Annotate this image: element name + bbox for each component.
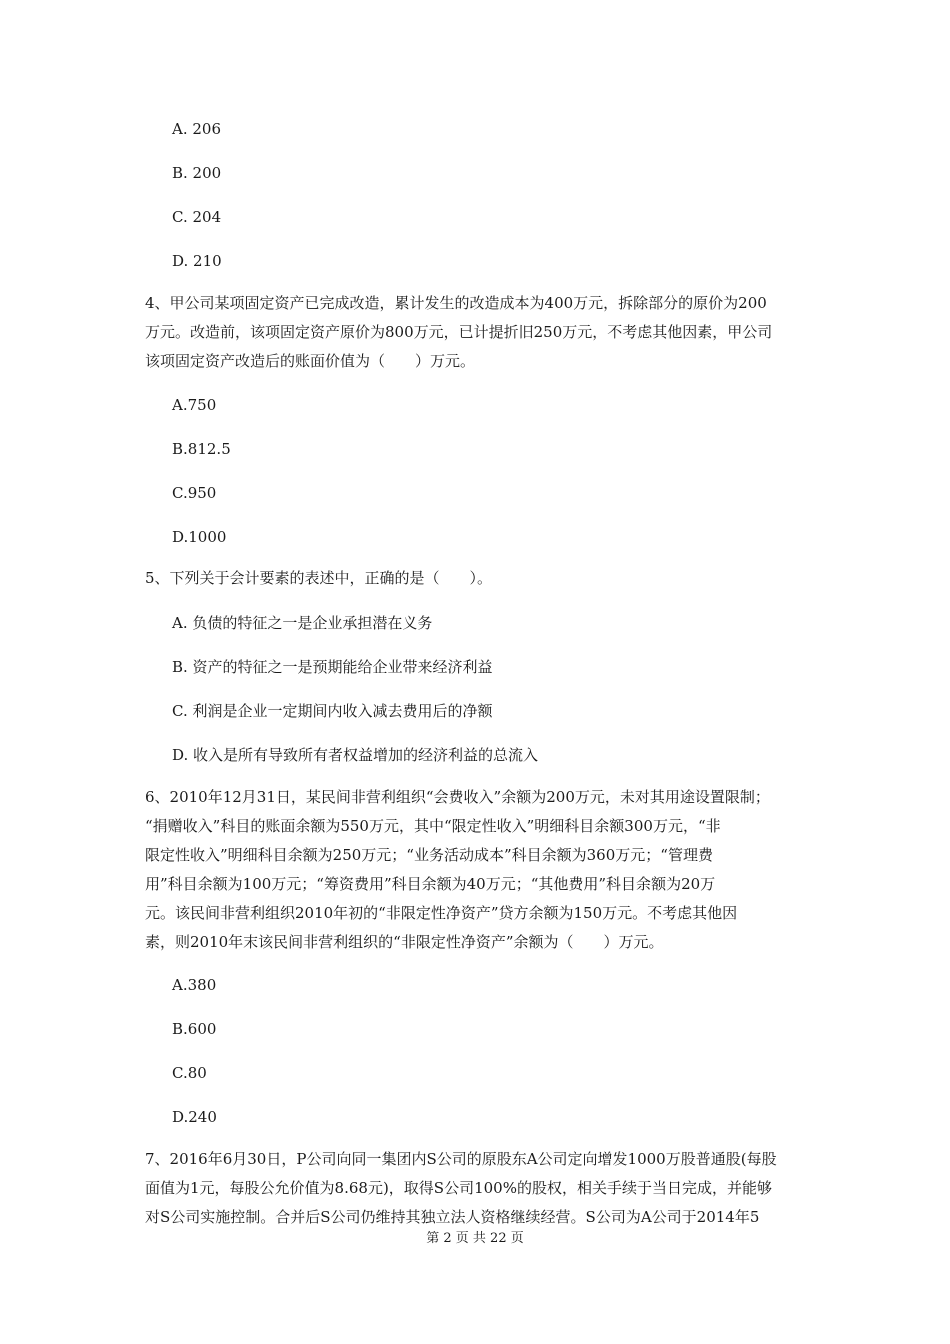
q7-line: 对S公司实施控制。合并后S公司仍维持其独立法人资格继续经营。S公司为A公司于2014年5 <box>145 1208 760 1226</box>
q3-option-c: C. 204 <box>172 208 222 226</box>
q5-option-d: D. 收入是所有导致所有者权益增加的经济利益的总流入 <box>172 746 539 764</box>
q6-option-d: D.240 <box>172 1108 217 1126</box>
q6-stem <box>145 783 817 957</box>
q3-option-d: D. 210 <box>172 252 222 270</box>
q3-option-b: B. 200 <box>172 164 222 182</box>
q6-option-b: B.600 <box>172 1020 217 1038</box>
q4-stem <box>145 289 817 376</box>
q6-line: “捐赠收入”科目的账面余额为550万元，其中“限定性收入”明细科目余额300万元，“非 <box>145 817 721 835</box>
q4-option-b: B.812.5 <box>172 440 231 458</box>
q6-line: 用”科目余额为100万元；“筹资费用”科目余额为40万元；“其他费用”科目余额为20万 <box>145 875 716 893</box>
q4-option-d: D.1000 <box>172 528 227 546</box>
q6-option-c: C.80 <box>172 1064 207 1082</box>
page-footer: 第 2 页 共 22 页 <box>426 1231 524 1246</box>
q4-line: 4、甲公司某项固定资产已完成改造，累计发生的改造成本为400万元，拆除部分的原价为200 <box>145 294 767 312</box>
q5-option-a: A. 负债的特征之一是企业承担潜在义务 <box>172 614 433 632</box>
q6-line: 素，则2010年末该民间非营利组织的“非限定性净资产”余额为（ ）万元。 <box>145 933 664 951</box>
q4-option-a: A.750 <box>172 396 217 414</box>
q4-option-c: C.950 <box>172 484 217 502</box>
q6-line: 元。该民间非营利组织2010年初的“非限定性净资产”贷方余额为150万元。不考虑其他因 <box>145 904 738 922</box>
q3-option-a: A. 206 <box>172 120 221 138</box>
q7-stem <box>145 1145 817 1232</box>
q4-line: 万元。改造前，该项固定资产原价为800万元，已计提折旧250万元，不考虑其他因素，甲公司 <box>145 323 773 341</box>
q5-option-b: B. 资产的特征之一是预期能给企业带来经济利益 <box>172 658 493 676</box>
q5-line: 5、下列关于会计要素的表述中，正确的是（ ）。 <box>145 569 493 587</box>
q7-line: 面值为1元，每股公允价值为8.68元)，取得S公司100%的股权，相关手续于当日完成，并能够 <box>145 1179 772 1197</box>
q5-option-c: C. 利润是企业一定期间内收入减去费用后的净额 <box>172 702 493 720</box>
q7-line: 7、2016年6月30日，P公司向同一集团内S公司的原股东A公司定向增发1000万股普通股(每股 <box>145 1150 777 1168</box>
q6-line: 6、2010年12月31日，某民间非营利组织“会费收入”余额为200万元，未对其用途设置限制； <box>145 788 770 806</box>
q4-line: 该项固定资产改造后的账面价值为（ ）万元。 <box>145 352 476 370</box>
q5-stem <box>145 564 817 593</box>
q6-option-a: A.380 <box>172 976 217 994</box>
q6-line: 限定性收入”明细科目余额为250万元；“业务活动成本”科目余额为360万元；“管理费 <box>145 846 713 864</box>
